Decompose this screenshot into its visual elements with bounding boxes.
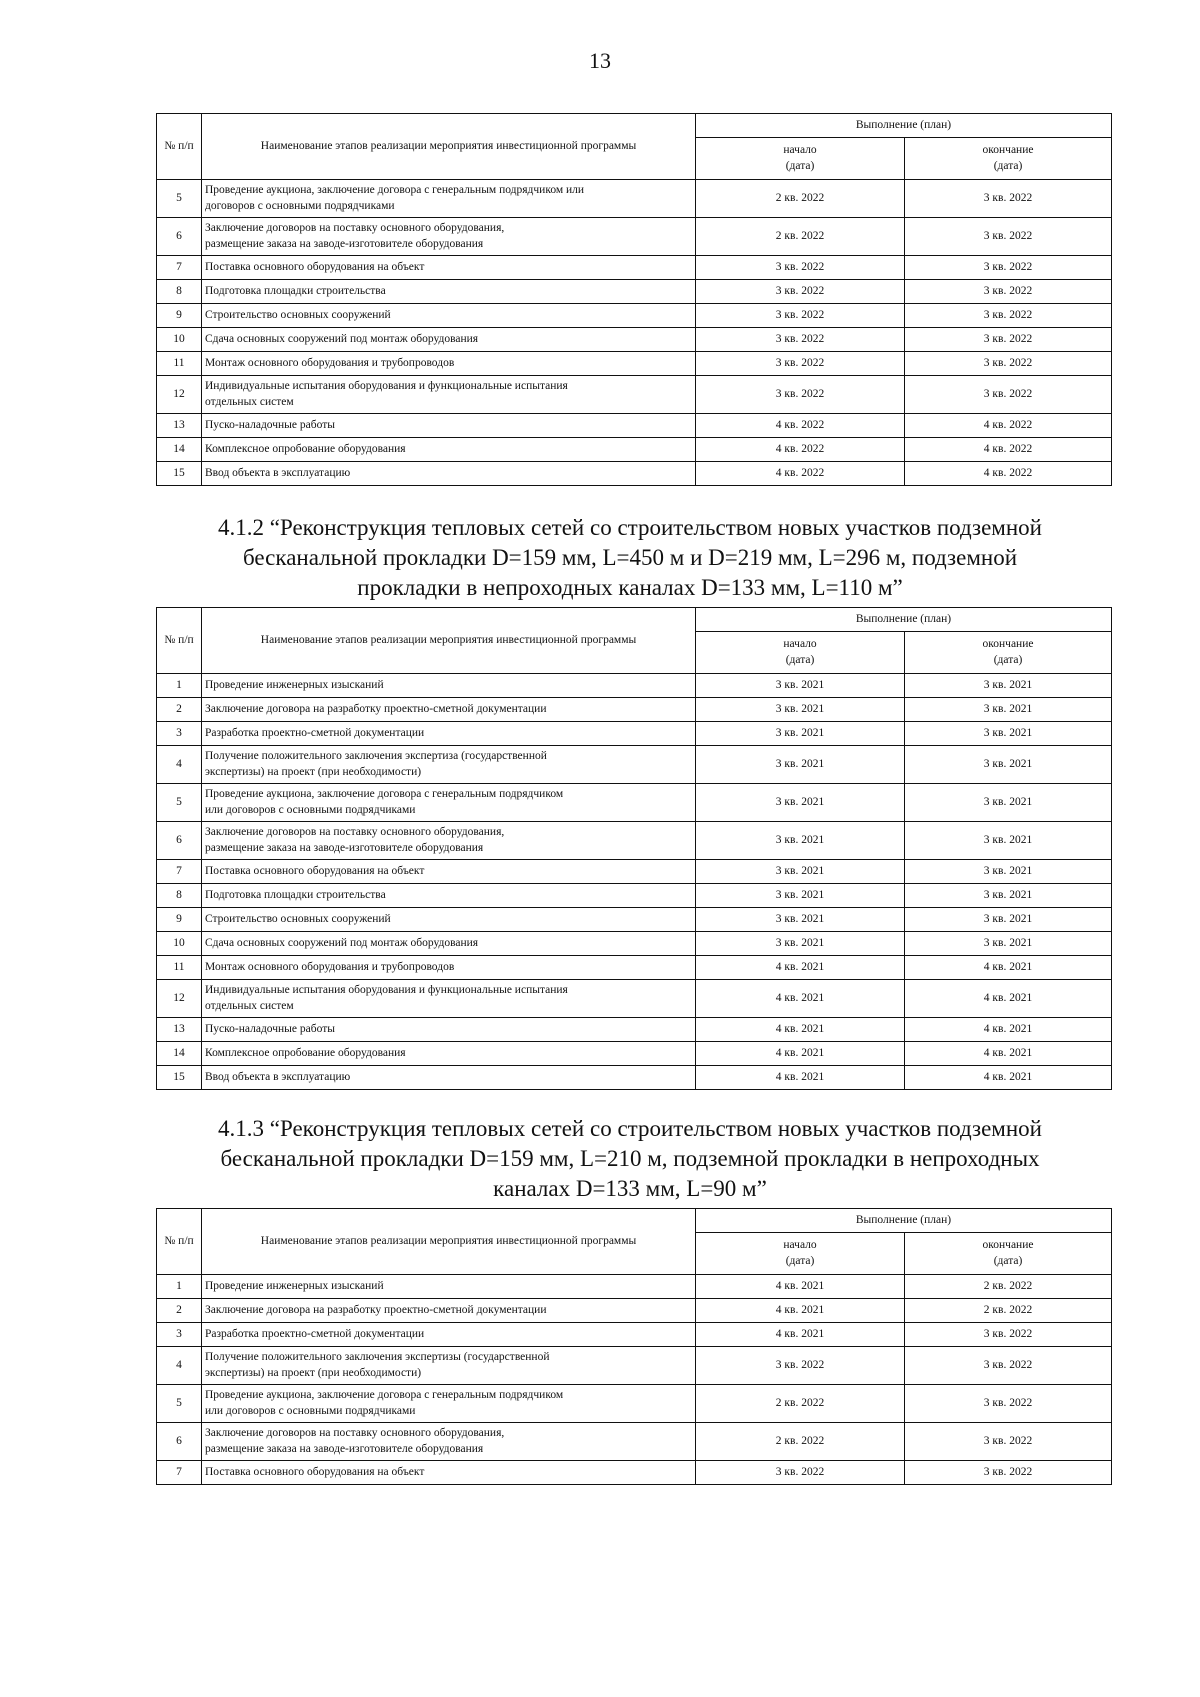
end-date: 3 кв. 2021 <box>905 698 1112 722</box>
stage-name: Получение положительного заключения экспертиза (государственной экспертизы) на проект (при необходимости) <box>202 746 696 784</box>
schedule-table-3 <box>156 1208 1112 1485</box>
table-header <box>157 608 1112 674</box>
table-row <box>157 932 1112 956</box>
table-row <box>157 438 1112 462</box>
table-row <box>157 328 1112 352</box>
table-row <box>157 956 1112 980</box>
start-date: 4 кв. 2021 <box>696 956 905 980</box>
row-number: 2 <box>157 1299 202 1323</box>
end-date: 3 кв. 2022 <box>905 376 1112 414</box>
start-date: 3 кв. 2021 <box>696 822 905 860</box>
end-date: 3 кв. 2021 <box>905 908 1112 932</box>
start-date: 3 кв. 2022 <box>696 1461 905 1485</box>
end-date: 3 кв. 2022 <box>905 1347 1112 1385</box>
start-date: 3 кв. 2021 <box>696 860 905 884</box>
end-date: 3 кв. 2022 <box>905 256 1112 280</box>
end-date: 3 кв. 2022 <box>905 1323 1112 1347</box>
row-number: 12 <box>157 376 202 414</box>
stage-name: Строительство основных сооружений <box>202 908 696 932</box>
start-date: 3 кв. 2022 <box>696 256 905 280</box>
table-row <box>157 180 1112 218</box>
table-row <box>157 1299 1112 1323</box>
row-number: 6 <box>157 822 202 860</box>
end-date: 2 кв. 2022 <box>905 1299 1112 1323</box>
start-date: 4 кв. 2021 <box>696 1323 905 1347</box>
start-date: 4 кв. 2021 <box>696 980 905 1018</box>
section-heading-4-1-3: 4.1.3 “Реконструкция тепловых сетей со строительством новых участков подземной бесканальной прокладки D=159 мм, L=210 м, подземной прокладки в непроходных каналах D=133 мм, L=90 м” <box>218 1116 1042 1201</box>
table-row <box>157 1423 1112 1461</box>
start-date: 3 кв. 2022 <box>696 352 905 376</box>
table-row <box>157 256 1112 280</box>
table-row <box>157 304 1112 328</box>
end-date: 3 кв. 2021 <box>905 722 1112 746</box>
header-num: № п/п <box>157 114 202 180</box>
start-date: 4 кв. 2021 <box>696 1066 905 1090</box>
row-number: 7 <box>157 860 202 884</box>
table-row <box>157 1385 1112 1423</box>
start-date: 3 кв. 2021 <box>696 746 905 784</box>
header-execution: Выполнение (план) <box>696 608 1112 632</box>
row-number: 4 <box>157 746 202 784</box>
stage-name: Подготовка площадки строительства <box>202 884 696 908</box>
start-date: 3 кв. 2022 <box>696 1347 905 1385</box>
row-number: 11 <box>157 956 202 980</box>
header-name: Наименование этапов реализации мероприятия инвестиционной программы <box>202 114 696 180</box>
table-row <box>157 1323 1112 1347</box>
stage-name: Проведение инженерных изысканий <box>202 1275 696 1299</box>
table-row <box>157 674 1112 698</box>
stage-name: Разработка проектно-сметной документации <box>202 1323 696 1347</box>
row-number: 11 <box>157 352 202 376</box>
row-number: 3 <box>157 1323 202 1347</box>
stage-name: Пуско-наладочные работы <box>202 414 696 438</box>
stage-name: Заключение договора на разработку проектно-сметной документации <box>202 1299 696 1323</box>
table-header <box>157 1209 1112 1275</box>
table-row <box>157 908 1112 932</box>
stage-name: Поставка основного оборудования на объект <box>202 1461 696 1485</box>
stage-name: Проведение инженерных изысканий <box>202 674 696 698</box>
stage-name: Индивидуальные испытания оборудования и функциональные испытания отдельных систем <box>202 376 696 414</box>
start-date: 4 кв. 2021 <box>696 1299 905 1323</box>
stage-name: Заключение договора на разработку проектно-сметной документации <box>202 698 696 722</box>
stage-name: Сдача основных сооружений под монтаж оборудования <box>202 328 696 352</box>
stage-name: Заключение договоров на поставку основного оборудования, размещение заказа на заводе-изготовителе оборудования <box>202 218 696 256</box>
row-number: 15 <box>157 462 202 486</box>
schedule-table-1 <box>156 113 1112 486</box>
stage-name: Поставка основного оборудования на объект <box>202 860 696 884</box>
stage-name: Получение положительного заключения экспертизы (государственной экспертизы) на проект (при необходимости) <box>202 1347 696 1385</box>
end-date: 4 кв. 2021 <box>905 1066 1112 1090</box>
start-date: 3 кв. 2022 <box>696 328 905 352</box>
header-end: окончание (дата) <box>905 138 1112 180</box>
end-date: 3 кв. 2021 <box>905 674 1112 698</box>
end-date: 3 кв. 2022 <box>905 218 1112 256</box>
table-row <box>157 822 1112 860</box>
end-date: 3 кв. 2022 <box>905 280 1112 304</box>
end-date: 4 кв. 2021 <box>905 956 1112 980</box>
end-date: 3 кв. 2022 <box>905 1461 1112 1485</box>
table-row <box>157 376 1112 414</box>
table-row <box>157 698 1112 722</box>
table-row <box>157 218 1112 256</box>
header-num: № п/п <box>157 608 202 674</box>
header-execution: Выполнение (план) <box>696 114 1112 138</box>
stage-name: Разработка проектно-сметной документации <box>202 722 696 746</box>
end-date: 3 кв. 2022 <box>905 1423 1112 1461</box>
row-number: 4 <box>157 1347 202 1385</box>
start-date: 3 кв. 2021 <box>696 932 905 956</box>
start-date: 2 кв. 2022 <box>696 1423 905 1461</box>
table-row <box>157 980 1112 1018</box>
end-date: 4 кв. 2022 <box>905 438 1112 462</box>
stage-name: Строительство основных сооружений <box>202 304 696 328</box>
header-num: № п/п <box>157 1209 202 1275</box>
table-row <box>157 1347 1112 1385</box>
stage-name: Поставка основного оборудования на объект <box>202 256 696 280</box>
start-date: 3 кв. 2022 <box>696 376 905 414</box>
page-number: 13 <box>589 48 611 73</box>
start-date: 4 кв. 2021 <box>696 1275 905 1299</box>
end-date: 3 кв. 2021 <box>905 932 1112 956</box>
end-date: 3 кв. 2022 <box>905 352 1112 376</box>
table-row <box>157 352 1112 376</box>
start-date: 3 кв. 2021 <box>696 784 905 822</box>
header-name: Наименование этапов реализации мероприятия инвестиционной программы <box>202 1209 696 1275</box>
start-date: 2 кв. 2022 <box>696 218 905 256</box>
row-number: 6 <box>157 1423 202 1461</box>
table-row <box>157 1066 1112 1090</box>
stage-name: Сдача основных сооружений под монтаж оборудования <box>202 932 696 956</box>
row-number: 1 <box>157 1275 202 1299</box>
end-date: 3 кв. 2022 <box>905 304 1112 328</box>
start-date: 3 кв. 2021 <box>696 674 905 698</box>
table-row <box>157 784 1112 822</box>
start-date: 3 кв. 2022 <box>696 304 905 328</box>
end-date: 4 кв. 2022 <box>905 462 1112 486</box>
schedule-table-2 <box>156 607 1112 1090</box>
row-number: 5 <box>157 1385 202 1423</box>
start-date: 2 кв. 2022 <box>696 1385 905 1423</box>
stage-name: Монтаж основного оборудования и трубопроводов <box>202 352 696 376</box>
stage-name: Ввод объекта в эксплуатацию <box>202 1066 696 1090</box>
start-date: 4 кв. 2022 <box>696 414 905 438</box>
table-row <box>157 722 1112 746</box>
row-number: 5 <box>157 180 202 218</box>
table-row <box>157 462 1112 486</box>
row-number: 7 <box>157 1461 202 1485</box>
start-date: 3 кв. 2021 <box>696 698 905 722</box>
stage-name: Проведение аукциона, заключение договора с генеральным подрядчиком или договоров с основными подрядчиками <box>202 180 696 218</box>
row-number: 9 <box>157 908 202 932</box>
table-row <box>157 860 1112 884</box>
stage-name: Пуско-наладочные работы <box>202 1018 696 1042</box>
end-date: 2 кв. 2022 <box>905 1275 1112 1299</box>
end-date: 3 кв. 2021 <box>905 884 1112 908</box>
start-date: 4 кв. 2021 <box>696 1018 905 1042</box>
table-row <box>157 1018 1112 1042</box>
end-date: 3 кв. 2022 <box>905 1385 1112 1423</box>
table-header <box>157 114 1112 180</box>
start-date: 3 кв. 2022 <box>696 280 905 304</box>
row-number: 14 <box>157 438 202 462</box>
stage-name: Ввод объекта в эксплуатацию <box>202 462 696 486</box>
row-number: 8 <box>157 280 202 304</box>
header-start: начало (дата) <box>696 632 905 674</box>
end-date: 3 кв. 2021 <box>905 784 1112 822</box>
end-date: 3 кв. 2021 <box>905 746 1112 784</box>
stage-name: Монтаж основного оборудования и трубопроводов <box>202 956 696 980</box>
start-date: 4 кв. 2021 <box>696 1042 905 1066</box>
start-date: 2 кв. 2022 <box>696 180 905 218</box>
end-date: 4 кв. 2021 <box>905 1042 1112 1066</box>
row-number: 8 <box>157 884 202 908</box>
table-row <box>157 414 1112 438</box>
row-number: 10 <box>157 932 202 956</box>
header-start: начало (дата) <box>696 138 905 180</box>
stage-name: Индивидуальные испытания оборудования и функциональные испытания отдельных систем <box>202 980 696 1018</box>
table-row <box>157 1461 1112 1485</box>
end-date: 4 кв. 2022 <box>905 414 1112 438</box>
header-execution: Выполнение (план) <box>696 1209 1112 1233</box>
end-date: 4 кв. 2021 <box>905 1018 1112 1042</box>
end-date: 3 кв. 2022 <box>905 180 1112 218</box>
start-date: 3 кв. 2021 <box>696 722 905 746</box>
table-row <box>157 1275 1112 1299</box>
start-date: 3 кв. 2021 <box>696 908 905 932</box>
end-date: 4 кв. 2021 <box>905 980 1112 1018</box>
end-date: 3 кв. 2022 <box>905 328 1112 352</box>
row-number: 12 <box>157 980 202 1018</box>
row-number: 9 <box>157 304 202 328</box>
row-number: 6 <box>157 218 202 256</box>
stage-name: Комплексное опробование оборудования <box>202 1042 696 1066</box>
table-row <box>157 1042 1112 1066</box>
end-date: 3 кв. 2021 <box>905 822 1112 860</box>
row-number: 10 <box>157 328 202 352</box>
row-number: 7 <box>157 256 202 280</box>
stage-name: Комплексное опробование оборудования <box>202 438 696 462</box>
stage-name: Подготовка площадки строительства <box>202 280 696 304</box>
start-date: 3 кв. 2021 <box>696 884 905 908</box>
header-end: окончание (дата) <box>905 1233 1112 1275</box>
end-date: 3 кв. 2021 <box>905 860 1112 884</box>
row-number: 3 <box>157 722 202 746</box>
stage-name: Проведение аукциона, заключение договора с генеральным подрядчиком или договоров с основными подрядчиками <box>202 784 696 822</box>
header-name: Наименование этапов реализации мероприятия инвестиционной программы <box>202 608 696 674</box>
table-row <box>157 280 1112 304</box>
row-number: 13 <box>157 414 202 438</box>
header-start: начало (дата) <box>696 1233 905 1275</box>
row-number: 5 <box>157 784 202 822</box>
row-number: 2 <box>157 698 202 722</box>
row-number: 15 <box>157 1066 202 1090</box>
table-row <box>157 884 1112 908</box>
row-number: 13 <box>157 1018 202 1042</box>
start-date: 4 кв. 2022 <box>696 438 905 462</box>
section-heading-4-1-2: 4.1.2 “Реконструкция тепловых сетей со строительством новых участков подземной бесканальной прокладки D=159 мм, L=450 м и D=219 мм, L=296 м, подземной прокладки в непроходных каналах D=133 мм, L=110 м” <box>218 515 1042 600</box>
stage-name: Проведение аукциона, заключение договора с генеральным подрядчиком или договоров с основными подрядчиками <box>202 1385 696 1423</box>
start-date: 4 кв. 2022 <box>696 462 905 486</box>
stage-name: Заключение договоров на поставку основного оборудования, размещение заказа на заводе-изготовителе оборудования <box>202 1423 696 1461</box>
header-end: окончание (дата) <box>905 632 1112 674</box>
table-row <box>157 746 1112 784</box>
row-number: 14 <box>157 1042 202 1066</box>
stage-name: Заключение договоров на поставку основного оборудования, размещение заказа на заводе-изготовителе оборудования <box>202 822 696 860</box>
row-number: 1 <box>157 674 202 698</box>
